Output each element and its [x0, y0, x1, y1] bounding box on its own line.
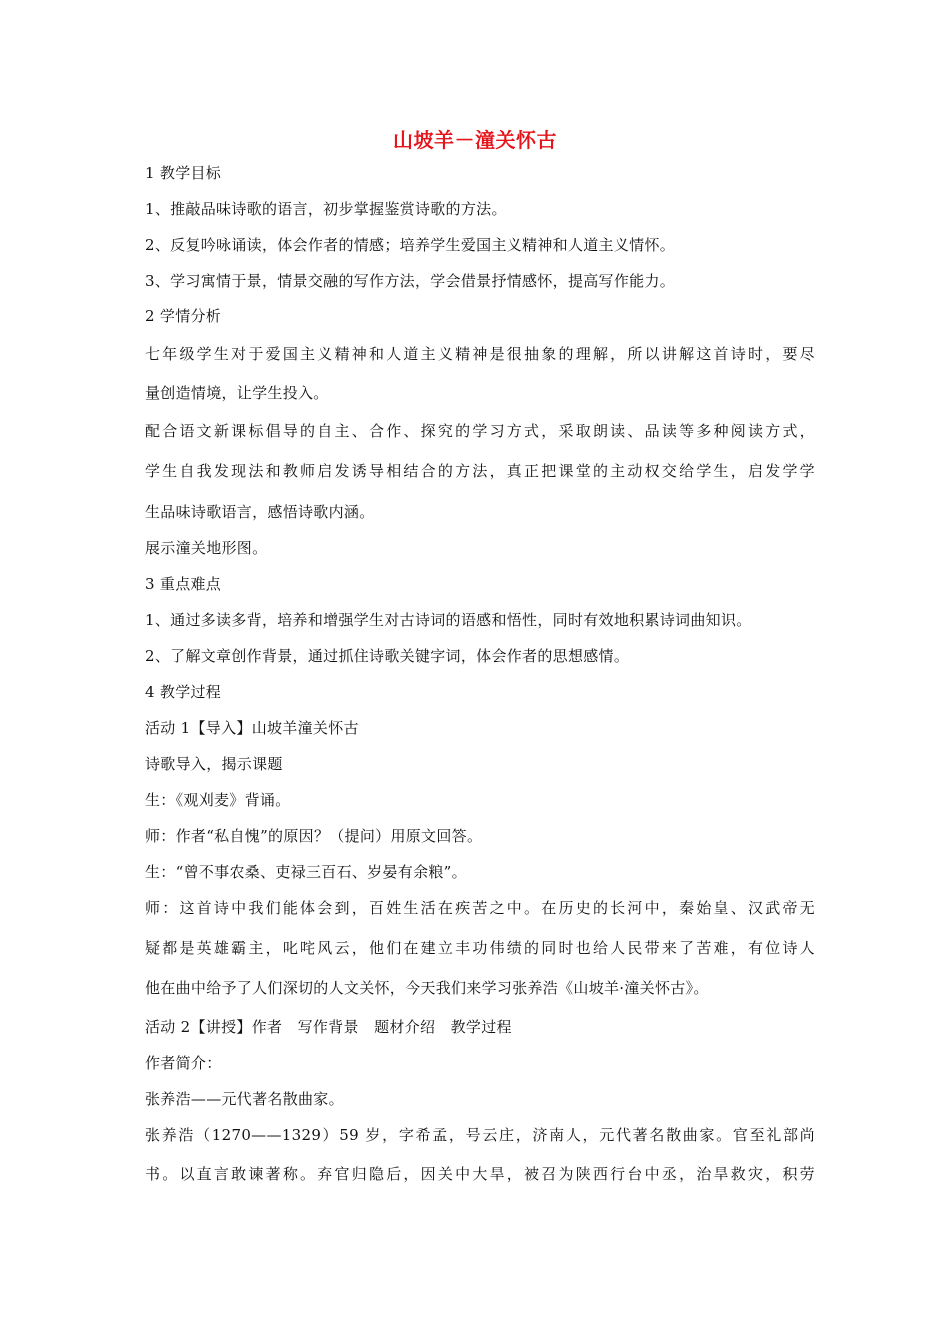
analysis-line-5: 生品味诗歌语言，感悟诗歌内涵。	[145, 503, 375, 521]
section-heading-analysis: 2 学情分析	[145, 307, 222, 325]
keypoint-2: 2、了解文章创作背景，通过抓住诗歌关键字词，体会作者的思想感情。	[145, 647, 630, 665]
analysis-line-6: 展示潼关地形图。	[145, 539, 268, 557]
process-line-3: 师：作者“私自愧”的原因？（提问）用原文回答。	[145, 827, 483, 845]
process-line-7: 他在曲中给予了人们深切的人文关怀，今天我们来学习张养浩《山坡羊·潼关怀古》。	[145, 979, 709, 997]
objective-1: 1、推敲品味诗歌的语言，初步掌握鉴赏诗歌的方法。	[145, 200, 507, 218]
process-line-5: 师：这首诗中我们能体会到，百姓生活在疾苦之中。在历史的长河中，秦始皇、汉武帝无	[145, 899, 815, 917]
process-line-6: 疑都是英雄霸主，叱咤风云，他们在建立丰功伟绩的同时也给人民带来了苦难，有位诗人	[145, 939, 815, 957]
analysis-line-1: 七年级学生对于爱国主义精神和人道主义精神是很抽象的理解，所以讲解这首诗时，要尽	[145, 345, 815, 363]
activity-1-heading: 活动 1【导入】山坡羊潼关怀古	[145, 719, 359, 737]
process-line-1: 诗歌导入，揭示课题	[145, 755, 283, 773]
section-heading-process: 4 教学过程	[145, 683, 222, 701]
objective-3: 3、学习寓情于景，情景交融的写作方法，学会借景抒情感怀，提高写作能力。	[145, 272, 676, 290]
analysis-line-2: 量创造情境，让学生投入。	[145, 384, 329, 402]
section-heading-objectives: 1 教学目标	[145, 164, 222, 182]
author-line-3: 书。以直言敢谏著称。弃官归隐后，因关中大旱，被召为陕西行台中丞，治旱救灾，积劳	[145, 1165, 815, 1183]
author-intro-heading: 作者简介：	[145, 1054, 222, 1072]
keypoint-1: 1、通过多读多背，培养和增强学生对古诗词的语感和悟性，同时有效地积累诗词曲知识。	[145, 611, 752, 629]
author-line-1: 张养浩——元代著名散曲家。	[145, 1090, 344, 1108]
analysis-line-4: 学生自我发现法和教师启发诱导相结合的方法，真正把课堂的主动权交给学生，启发学学	[145, 462, 815, 480]
section-heading-keypoints: 3 重点难点	[145, 575, 222, 593]
activity-2-heading: 活动 2【讲授】作者 写作背景 题材介绍 教学过程	[145, 1018, 512, 1036]
author-line-2: 张养浩（1270——1329）59 岁，字希孟，号云庄，济南人，元代著名散曲家。官至礼部尚	[145, 1126, 815, 1144]
analysis-line-3: 配合语文新课标倡导的自主、合作、探究的学习方式，采取朗读、品读等多种阅读方式，	[145, 422, 815, 440]
document-title: 山坡羊－潼关怀古	[393, 128, 557, 152]
objective-2: 2、反复吟咏诵读，体会作者的情感；培养学生爱国主义精神和人道主义情怀。	[145, 236, 676, 254]
process-line-4: 生：“曾不事农桑、吏禄三百石、岁晏有余粮”。	[145, 863, 467, 881]
process-line-2: 生：《观刈麦》背诵。	[145, 791, 291, 809]
